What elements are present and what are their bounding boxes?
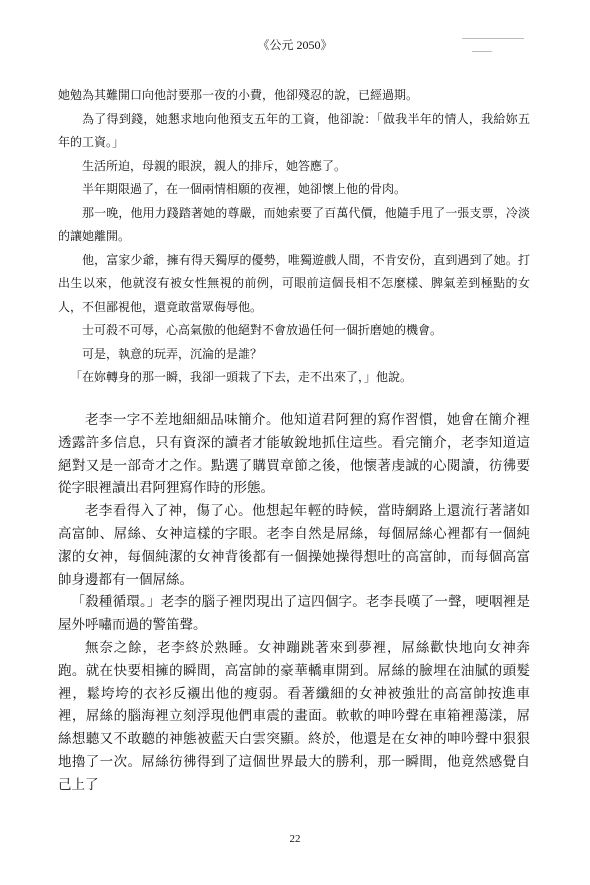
header-title: 《公元 2050》 bbox=[257, 38, 333, 52]
synopsis-section bbox=[58, 84, 530, 390]
paragraph: 老李一字不差地細細品味簡介。他知道君阿狸的寫作習慣，她會在簡介裡透露許多信息，只有資深的讀者才能敏銳地抓住這些。看完簡介，老李知道這絕對又是一部奇才之作。點選了購買章節之後，他懷著虔誠的心閱讀，彷彿要從字眼裡讀出君阿狸寫作時的形態。 bbox=[58, 412, 530, 497]
paragraph: 半年期限過了，在一個兩情相願的夜裡，她卻懷上他的骨肉。 bbox=[82, 182, 407, 196]
header-rule bbox=[462, 38, 524, 39]
paragraph: 老李看得入了神，傷了心。他想起年輕的時候，當時網路上還流行著諸如高富帥、屌絲、女神這樣的字眼。老李自然是屌絲，每個屌絲心裡都有一個純潔的女神，每個純潔的女神背後都有一個操她操得想吐的高富帥，而每個高富帥身邊都有一個屌絲。 bbox=[58, 503, 530, 588]
paragraph: 生活所迫，母親的眼淚，親人的排斥，她答應了。 bbox=[82, 158, 347, 173]
paragraph: 無奈之餘，老李終於熟睡。女神蹦跳著來到夢裡，屌絲歡快地向女神奔跑。就在快要相擁的瞬間，高富帥的豪華轎車開到。屌絲的臉埋在油膩的頭髮裡，鬆垮垮的衣衫反襯出他的瘦弱。看著纖細的女神被強壯的高富帥按進車裡，屌絲的腦海裡立刻浮現他們車震的畫面。軟軟的呻吟聲在車箱裡蕩漾，屌絲想聽又不敢聽的神態被藍天白雲突顯。終於，他還是在女神的呻吟聲中狠狠地擼了一次。屌絲彷彿得到了這個世界最大的勝利，那一瞬間，他竟然感覺自己上了 bbox=[58, 639, 530, 793]
paragraph: 那一晚，他用力踐踏著她的尊嚴，而她索要了百萬代價，他隨手甩了一張支票，冷淡的讓她離開。 bbox=[58, 205, 530, 243]
paragraph: 為了得到錢，她懇求地向他預支五年的工資，他卻說：「做我半年的情人，我給妳五年的工資。」 bbox=[58, 111, 530, 149]
story-section bbox=[58, 409, 530, 797]
paragraph: 他，富家少爺，擁有得天獨厚的優勢，唯獨遊戲人間，不肯安份，直到遇到了她。打出生以來，他就沒有被女性無視的前例，可眼前這個長相不怎麼樣、脾氣差到極點的女人，不但鄙視他，還竟敢當眾侮辱他。 bbox=[58, 252, 530, 314]
paragraph: 她勉為其難開口向他討要那一夜的小費，他卻殘忍的說，已經過期。 bbox=[58, 88, 419, 102]
header-rule-short bbox=[472, 51, 492, 52]
paragraph: 可是，執意的玩弄，沉淪的是誰？ bbox=[82, 346, 263, 361]
paragraph: 「在妳轉身的那一瞬，我卻一頭栽了下去，走不出來了，」他說。 bbox=[70, 370, 413, 384]
page-number: 22 bbox=[289, 833, 301, 845]
paragraph: 士可殺不可辱，心高氣傲的他絕對不會放過任何一個折磨她的機會。 bbox=[82, 323, 443, 337]
paragraph: 「殺種循環。」老李的腦子裡閃現出了這四個字。老李長嘆了一聲，哽咽裡是屋外呼嘯而過的警笛聲。 bbox=[58, 594, 530, 634]
